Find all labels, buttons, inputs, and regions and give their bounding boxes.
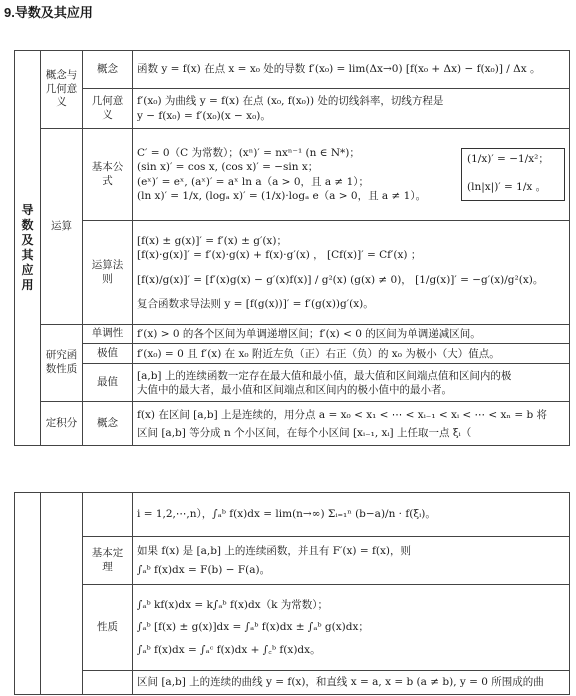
basic-formula-line: (sin x)′ = cos x, (cos x)′ = −sin x； bbox=[137, 161, 319, 174]
extreme-text: f′(x₀) = 0 且 f′(x) 在 x₀ 附近左负（正）右正（负）的 x₀ 为极小（大）值点。 bbox=[137, 347, 500, 360]
max-line: [a,b] 上的连续函数一定存在最大值和最小值，最大值和区间端点值和区间内的极 bbox=[137, 369, 512, 382]
ftc-line: ∫ₐᵇ f(x)dx = F(b) − F(a)。 bbox=[137, 563, 271, 576]
ftc-line: 如果 f(x) 是 [a,b] 上的连续函数，并且有 F′(x) = f(x)，则 bbox=[137, 545, 411, 558]
fundamental-theorem bbox=[133, 537, 570, 585]
box-formula-reciprocal: (1/x)′ = −1/x²； bbox=[467, 153, 549, 166]
label-cell-area bbox=[83, 671, 133, 695]
geometric-meaning bbox=[133, 89, 570, 129]
label-fundamental-theorem: 基本定理 bbox=[83, 537, 133, 585]
monotonicity bbox=[133, 325, 570, 344]
summary-table-1 bbox=[14, 50, 570, 446]
integral-properties bbox=[133, 585, 570, 671]
integral-line: f(x) 在区间 [a,b] 上是连续的，用分点 a = x₀ < x₁ < ⋯ < xᵢ₋₁ < xᵢ < ⋯ < xₙ = b 将 bbox=[137, 408, 548, 421]
integral-formula: i = 1,2,⋯,n），∫ₐᵇ f(x)dx = lim(n→∞) Σᵢ₌₁ⁿ (b−a)/n · f(ξᵢ)。 bbox=[137, 508, 436, 521]
integral-definition-cont bbox=[133, 493, 570, 537]
label-extreme: 极值 bbox=[83, 344, 133, 364]
property-line: ∫ₐᵇ f(x)dx = ∫ₐᶜ f(x)dx + ∫꜀ᵇ f(x)dx。 bbox=[137, 643, 321, 656]
group-research: 研究函数性质 bbox=[41, 325, 83, 402]
concept-definition-text: 函数 y = f(x) 在点 x = x₀ 处的导数 f′(x₀) = lim(Δx→0) [f(x₀ + Δx) − f(x₀)] / Δx 。 bbox=[137, 63, 541, 76]
label-basic-formulas: 基本公式 bbox=[83, 129, 133, 221]
basic-formula-box bbox=[461, 148, 565, 201]
basic-formula-line: (ln x)′ = 1/x, (logₐ x)′ = (1/x)·logₐ e（a > 0，且 a ≠ 1）。 bbox=[137, 189, 427, 202]
max-line: 大值中的最大者，最小值和区间端点和区间内的极小值中的最小者。 bbox=[137, 383, 452, 396]
rule-line: [f(x)·g(x)]′ = f′(x)·g(x) + f(x)·g′(x) ， [Cf(x)]′ = Cf′(x) ； bbox=[137, 249, 422, 262]
side-cell-blank bbox=[15, 493, 41, 695]
label-max-min: 最值 bbox=[83, 364, 133, 402]
group-operation: 运算 bbox=[41, 129, 83, 325]
label-integral-concept: 概念 bbox=[83, 402, 133, 446]
rule-line: 复合函数求导法则 y = [f(g(x))]′ = f′(g(x))g′(x)。 bbox=[137, 297, 374, 310]
area-definition bbox=[133, 671, 570, 695]
page-heading: 9.导数及其应用 bbox=[4, 5, 93, 20]
rule-line: [f(x)/g(x)]′ = [f′(x)g(x) − g′(x)f(x)] / g²(x) (g(x) ≠ 0)， [1/g(x)]′ = −g′(x)/g²(x)。 bbox=[137, 273, 544, 286]
side-label bbox=[15, 51, 41, 446]
concept-definition bbox=[133, 51, 570, 89]
label-cell-blank bbox=[83, 493, 133, 537]
label-concept: 概念 bbox=[83, 51, 133, 89]
box-formula-ln-abs: (ln|x|)′ = 1/x 。 bbox=[467, 181, 547, 194]
side-label-text: 导数及其应用 bbox=[21, 203, 34, 293]
geom-line-1: f′(x₀) 为曲线 y = f(x) 在点 (x₀, f(x₀)) 处的切线斜率，切线方程是 bbox=[137, 95, 444, 108]
area-text: 区间 [a,b] 上的连续的曲线 y = f(x)，和直线 x = a, x = b (a ≠ b), y = 0 所围成的曲 bbox=[137, 676, 544, 689]
monotonicity-text: f′(x) > 0 的各个区间为单调递增区间；f′(x) < 0 的区间为单调递减区间。 bbox=[137, 328, 481, 340]
property-line: ∫ₐᵇ [f(x) ± g(x)]dx = ∫ₐᵇ f(x)dx ± ∫ₐᵇ g(x)dx； bbox=[137, 621, 369, 634]
label-geometric-meaning: 几何意义 bbox=[83, 89, 133, 129]
summary-table-2 bbox=[14, 492, 570, 695]
group-concept: 概念与几何意义 bbox=[41, 51, 83, 129]
label-operation-rules: 运算法则 bbox=[83, 221, 133, 325]
group-integral: 定积分 bbox=[41, 402, 83, 446]
geom-line-2: y − f(x₀) = f′(x₀)(x − x₀)。 bbox=[137, 109, 271, 122]
basic-formulas bbox=[133, 129, 570, 221]
operation-rules bbox=[133, 221, 570, 325]
label-monotonicity: 单调性 bbox=[83, 325, 133, 344]
rule-line: [f(x) ± g(x)]′ = f′(x) ± g′(x)； bbox=[137, 235, 287, 248]
group-cell-blank bbox=[41, 493, 83, 695]
label-properties: 性质 bbox=[83, 585, 133, 671]
integral-line: 区间 [a,b] 等分成 n 个小区间，在每个小区间 [xᵢ₋₁, xᵢ] 上任取一点 ξᵢ（ bbox=[137, 426, 472, 439]
max-min bbox=[133, 364, 570, 402]
basic-formula-line: (eˣ)′ = eˣ, (aˣ)′ = aˣ ln a（a > 0，且 a ≠ 1）； bbox=[137, 175, 369, 188]
basic-formula-line: C′ = 0（C 为常数）；(xⁿ)′ = nxⁿ⁻¹ (n ∈ N*)； bbox=[137, 147, 360, 160]
property-line: ∫ₐᵇ kf(x)dx = k∫ₐᵇ f(x)dx（k 为常数）； bbox=[137, 599, 329, 612]
extreme-value bbox=[133, 344, 570, 364]
integral-concept bbox=[133, 402, 570, 446]
